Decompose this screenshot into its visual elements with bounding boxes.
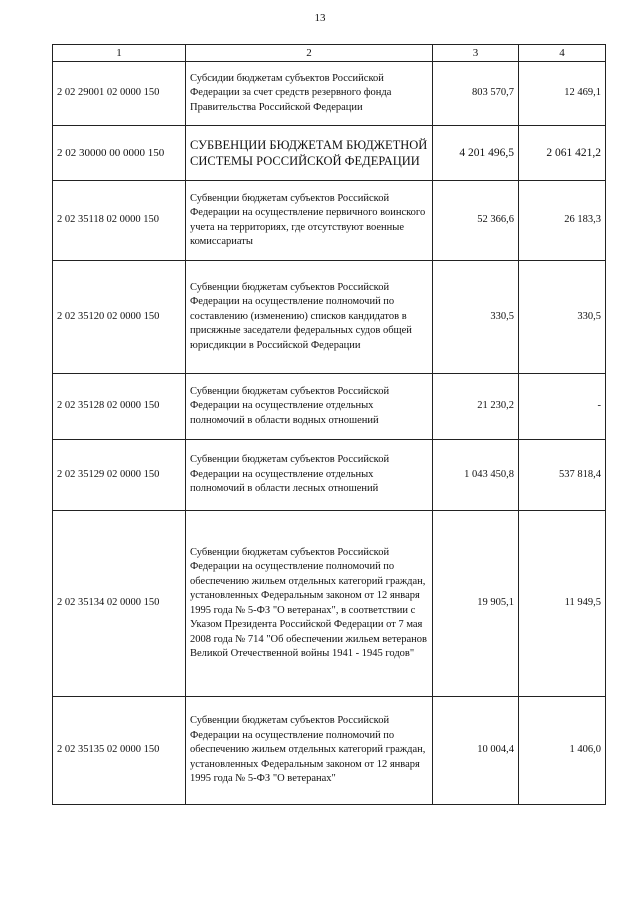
table-header-row [53,45,606,62]
amount-col3: 803 570,7 [433,62,519,126]
amount-col3: 1 043 450,8 [433,440,519,511]
column-header-4: 4 [519,45,606,62]
amount-col3: 19 905,1 [433,511,519,697]
amount-col4: 12 469,1 [519,62,606,126]
revenue-name: Субвенции бюджетам субъектов Российской Федерации на осуществление отдельных полномочий в области водных отношений [186,374,433,440]
budget-code: 2 02 35120 02 0000 150 [53,261,186,374]
table-row [53,511,606,697]
table-row [53,374,606,440]
budget-code: 2 02 30000 00 0000 150 [53,126,186,181]
table-row [53,440,606,511]
amount-col4: 2 061 421,2 [519,126,606,181]
revenue-name: Субвенции бюджетам субъектов Российской Федерации на осуществление полномочий по обеспечению жильем отдельных категорий граждан, установленных Федеральным законом от 12 января 1995 года № 5-ФЗ "О ветеранах" [186,697,433,805]
budget-code: 2 02 35118 02 0000 150 [53,181,186,261]
table-row [53,62,606,126]
table-row [53,261,606,374]
budget-code: 2 02 29001 02 0000 150 [53,62,186,126]
column-header-3: 3 [433,45,519,62]
amount-col3: 4 201 496,5 [433,126,519,181]
amount-col3: 330,5 [433,261,519,374]
amount-col4: 11 949,5 [519,511,606,697]
amount-col4: 330,5 [519,261,606,374]
amount-col3: 21 230,2 [433,374,519,440]
revenue-name: Субвенции бюджетам субъектов Российской Федерации на осуществление отдельных полномочий в области лесных отношений [186,440,433,511]
amount-col4: 26 183,3 [519,181,606,261]
page-number: 13 [314,12,326,24]
amount-col3: 10 004,4 [433,697,519,805]
revenue-name: Субвенции бюджетам субъектов Российской Федерации на осуществление первичного воинского учета на территориях, где отсутствуют военные комиссариаты [186,181,433,261]
amount-col4: 537 818,4 [519,440,606,511]
budget-table [52,44,606,805]
budget-code: 2 02 35129 02 0000 150 [53,440,186,511]
revenue-name: Субсидии бюджетам субъектов Российской Федерации за счет средств резервного фонда Правительства Российской Федерации [186,62,433,126]
revenue-name: Субвенции бюджетам субъектов Российской Федерации на осуществление полномочий по составлению (изменению) списков кандидатов в присяжные заседатели федеральных судов общей юрисдикции в Российской Федерации [186,261,433,374]
budget-code: 2 02 35135 02 0000 150 [53,697,186,805]
budget-code: 2 02 35134 02 0000 150 [53,511,186,697]
revenue-name: СУБВЕНЦИИ БЮДЖЕТАМ БЮДЖЕТНОЙ СИСТЕМЫ РОССИЙСКОЙ ФЕДЕРАЦИИ [186,126,433,181]
amount-col4: 1 406,0 [519,697,606,805]
column-header-2: 2 [186,45,433,62]
column-header-1: 1 [53,45,186,62]
table-row [53,181,606,261]
table-row [53,126,606,181]
amount-col4: - [519,374,606,440]
table-row [53,697,606,805]
revenue-name: Субвенции бюджетам субъектов Российской Федерации на осуществление полномочий по обеспечению жильем отдельных категорий граждан, установленных Федеральным законом от 12 января 1995 года № 5-ФЗ "О ветеранах", в соответствии с Указом Президента Российской Федерации от 7 мая 2008 года № 714 "Об обеспечении жильем ветеранов Великой Отечественной войны 1941 - 1945 годов" [186,511,433,697]
budget-code: 2 02 35128 02 0000 150 [53,374,186,440]
amount-col3: 52 366,6 [433,181,519,261]
